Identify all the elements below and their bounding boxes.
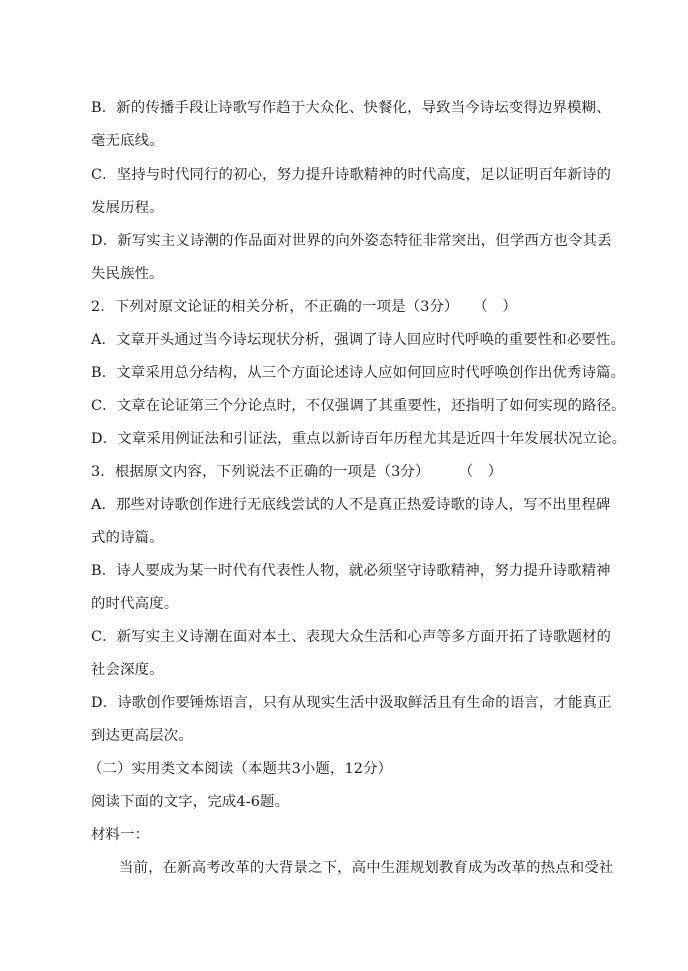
question-3-stem: 3．根据原文内容，下列说法不正确的一项是（3分） （ ）: [91, 464, 503, 480]
material-one-paragraph: 当前，在新高考改革的大背景之下，高中生涯规划教育成为改革的热点和受社: [119, 860, 614, 876]
option-d-line-2: 失民族性。: [91, 266, 164, 282]
question-3-option-c-line-2: 社会深度。: [91, 662, 164, 678]
option-b-line-2: 毫无底线。: [91, 133, 164, 149]
question-3-option-a-line-1: A．那些对诗歌创作进行无底线尝试的人不是真正热爱诗歌的诗人，写不出里程碑: [91, 497, 611, 513]
option-c-line-1: C．坚持与时代同行的初心，努力提升诗歌精神的时代高度，足以证明百年新诗的: [91, 167, 612, 183]
reading-instruction: 阅读下面的文字，完成4-6题。: [91, 794, 290, 810]
question-2-stem: 2．下列对原文论证的相关分析，不正确的一项是（3分） （ ）: [91, 299, 517, 315]
question-2-option-c: C．文章在论证第三个分论点时，不仅强调了其重要性，还指明了如何实现的路径。: [91, 398, 626, 414]
question-3-option-c-line-1: C．新写实主义诗潮在面对本土、表现大众生活和心声等多方面开拓了诗歌题材的: [91, 629, 612, 645]
question-3-option-b-line-2: 的时代高度。: [91, 596, 179, 612]
question-2-option-d: D．文章采用例证法和引证法，重点以新诗百年历程尤其是近四十年发展状况立论。: [91, 431, 627, 447]
question-3-option-b-line-1: B．诗人要成为某一时代有代表性人物，就必须坚守诗歌精神，努力提升诗歌精神: [91, 563, 611, 579]
section-heading: （二）实用类文本阅读（本题共3小题，12分）: [88, 761, 393, 777]
question-2-option-a: A．文章开头通过当今诗坛现状分析，强调了诗人回应时代呼唤的重要性和必要性。: [91, 332, 626, 348]
option-d-line-1: D．新写实主义诗潮的作品面对世界的向外姿态特征非常突出，但学西方也令其丢: [91, 233, 612, 249]
question-3-option-d-line-1: D．诗歌创作要锤炼语言，只有从现实生活中汲取鲜活且有生命的语言，才能真正: [91, 695, 612, 711]
question-3-option-d-line-2: 到达更高层次。: [91, 728, 193, 744]
option-c-line-2: 发展历程。: [91, 200, 164, 216]
question-3-option-a-line-2: 式的诗篇。: [91, 530, 164, 546]
question-2-option-b: B．文章采用总分结构，从三个方面论述诗人应如何回应时代呼唤创作出优秀诗篇。: [91, 365, 626, 381]
option-b-line-1: B．新的传播手段让诗歌写作趋于大众化、快餐化，导致当今诗坛变得边界模糊、: [91, 100, 611, 116]
material-one-label: 材料一：: [91, 827, 150, 843]
